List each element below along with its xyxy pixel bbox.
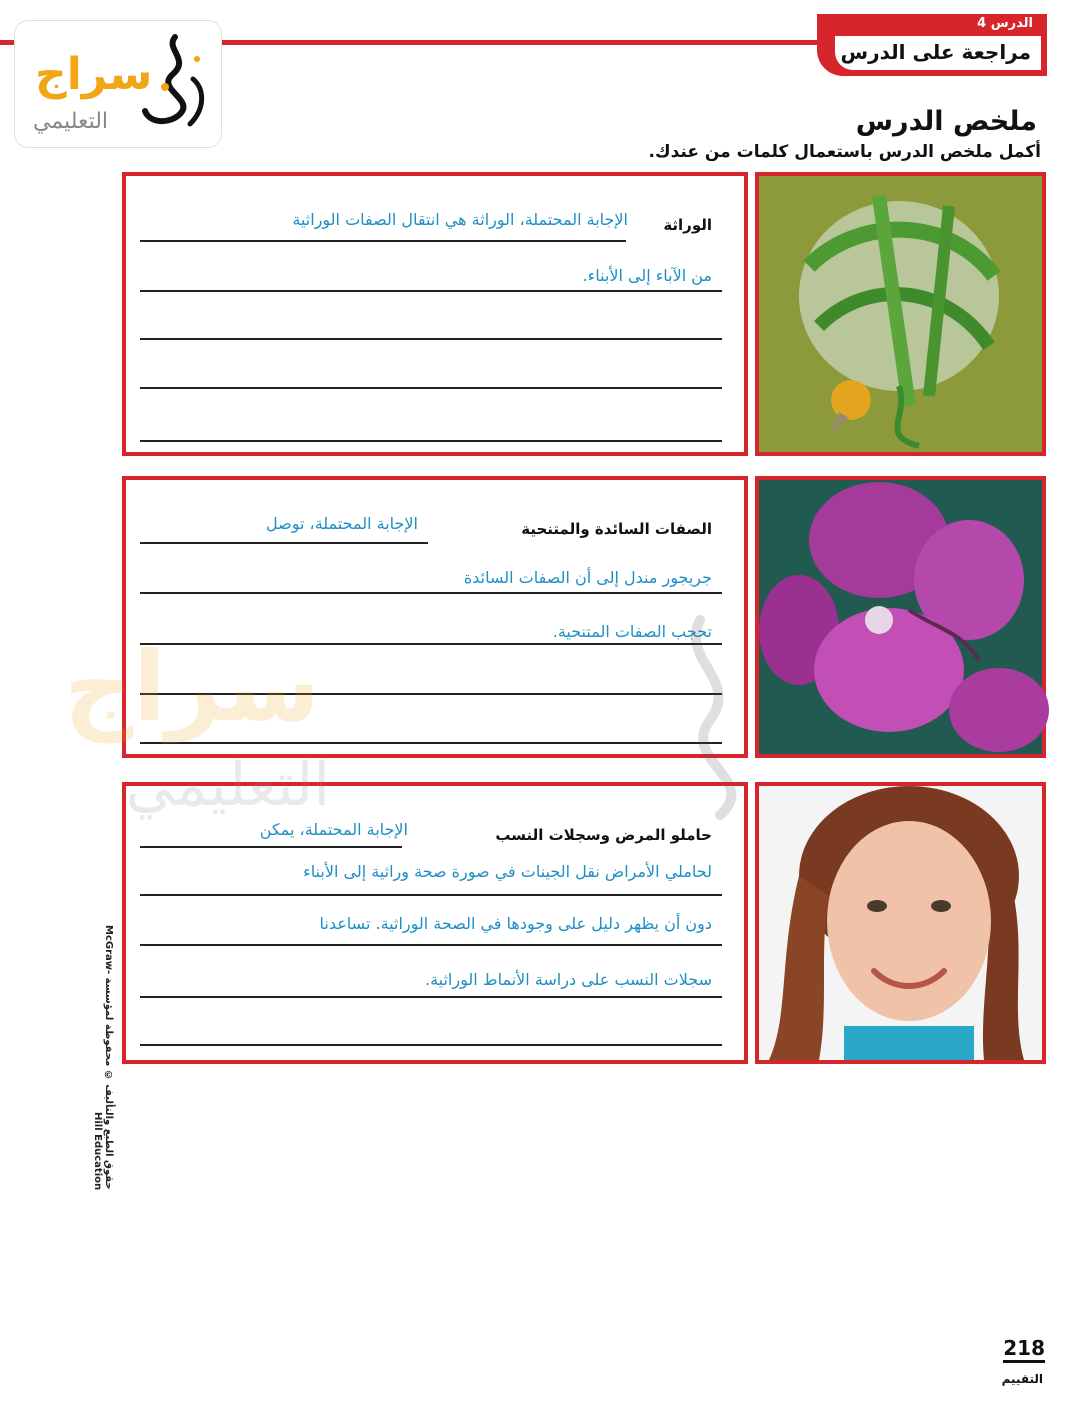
section-dominant-recessive bbox=[122, 476, 1046, 758]
answer-line-1: الإجابة المحتملة، الوراثة هي انتقال الصفات الوراثية bbox=[292, 210, 628, 229]
weaver-bird-nest-image bbox=[759, 176, 1042, 452]
section-carriers-pedigrees bbox=[122, 782, 1046, 1064]
term-label: الصفات السائدة والمتنحية bbox=[521, 520, 712, 538]
lesson-tab-inner bbox=[835, 36, 1041, 70]
smiling-girl-image bbox=[759, 786, 1042, 1060]
logo-word: سراج bbox=[35, 49, 153, 100]
page-number: 218 bbox=[1003, 1336, 1045, 1363]
writing-line bbox=[140, 693, 722, 695]
writing-line bbox=[140, 894, 722, 896]
writing-line bbox=[140, 1044, 722, 1046]
answer-line-2: لحاملي الأمراض نقل الجينات في صورة صحة وراثية إلى الأبناء bbox=[303, 862, 712, 881]
writing-line bbox=[140, 996, 722, 998]
answer-line-4: سجلات النسب على دراسة الأنماط الوراثية. bbox=[424, 970, 712, 989]
term-label: الوراثة bbox=[663, 216, 712, 234]
answer-line-3: دون أن يظهر دليل على وجودها في الصحة الوراثية. تساعدنا bbox=[319, 914, 712, 933]
writing-line bbox=[140, 440, 722, 442]
weaver-bird-photo bbox=[755, 172, 1046, 456]
writing-line bbox=[140, 290, 722, 292]
calligraphy-icon bbox=[135, 29, 215, 139]
text-box bbox=[122, 476, 748, 758]
orchid-photo bbox=[755, 476, 1046, 758]
writing-line bbox=[140, 643, 722, 645]
writing-line bbox=[140, 944, 722, 946]
section-heredity bbox=[122, 172, 1046, 456]
lesson-number: الدرس 4 bbox=[977, 16, 1033, 31]
answer-line-2: من الآباء إلى الأبناء. bbox=[582, 266, 712, 285]
term-label: حاملو المرض وسجلات النسب bbox=[495, 826, 712, 844]
writing-line bbox=[140, 240, 626, 242]
sweet-pea-flower-image bbox=[759, 480, 1042, 754]
writing-line bbox=[140, 338, 722, 340]
answer-line-1: الإجابة المحتملة، توصل bbox=[266, 514, 418, 533]
lesson-tab bbox=[817, 14, 1047, 76]
answer-line-2: جريجور مندل إلى أن الصفات السائدة bbox=[463, 568, 712, 587]
page-label: التقييم bbox=[1001, 1372, 1043, 1386]
writing-line bbox=[140, 542, 428, 544]
siraj-logo bbox=[14, 20, 222, 148]
girl-photo bbox=[755, 782, 1046, 1064]
answer-line-3: تحجب الصفات المتنحية. bbox=[552, 622, 712, 641]
copyright-credit: حقوق الطبع والتأليف © محفوظة لمؤسسة McGraw-Hill Education bbox=[92, 925, 114, 1190]
writing-line bbox=[140, 387, 722, 389]
summary-title: ملخص الدرس bbox=[855, 106, 1037, 137]
writing-line bbox=[140, 846, 402, 848]
writing-line bbox=[140, 742, 722, 744]
logo-sub: التعليمي bbox=[33, 109, 109, 134]
text-box bbox=[122, 782, 748, 1064]
lesson-name: مراجعة على الدرس bbox=[840, 40, 1031, 64]
text-box bbox=[122, 172, 748, 456]
summary-instruction: أكمل ملخص الدرس باستعمال كلمات من عندك. bbox=[648, 142, 1041, 162]
answer-line-1: الإجابة المحتملة، يمكن bbox=[259, 820, 408, 839]
writing-line bbox=[140, 592, 722, 594]
